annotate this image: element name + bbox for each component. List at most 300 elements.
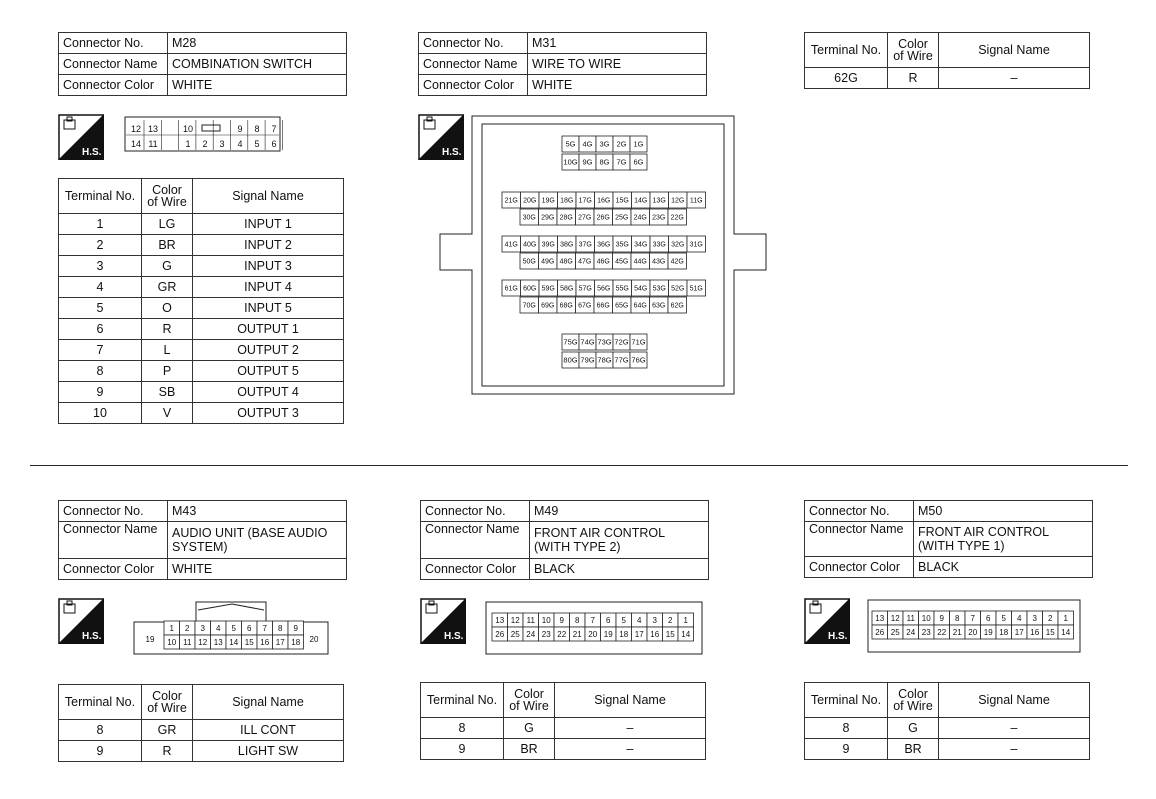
pin-label: 10 — [921, 613, 931, 623]
signal-name-cell: – — [939, 718, 1090, 739]
label-connector-name: Connector Name — [419, 54, 528, 75]
pin-label: 28G — [559, 214, 573, 222]
header-color-of-wire: Color of Wire — [504, 683, 555, 718]
pin-label: 18G — [560, 197, 574, 205]
pin-label: 8 — [278, 623, 283, 633]
signal-name-cell: INPUT 2 — [193, 235, 344, 256]
pin-label: 30G — [522, 214, 536, 222]
pin-label: 13 — [147, 124, 159, 134]
pin-label: 43G — [652, 258, 666, 266]
label-connector-no: Connector No. — [59, 33, 168, 54]
harness-side-icon — [58, 114, 104, 160]
header-signal-name: Signal Name — [193, 685, 344, 720]
header-signal-name: Signal Name — [939, 33, 1090, 68]
table-row — [421, 739, 706, 760]
pin-label: 7G — [616, 157, 627, 167]
connector-name-value: FRONT AIR CONTROL (WITH TYPE 2) — [530, 522, 709, 559]
pin-label: 23G — [652, 214, 666, 222]
header-color-of-wire: Color of Wire — [142, 179, 193, 214]
wire-color-cell: BR — [888, 739, 939, 760]
header-color-of-wire: Color of Wire — [142, 685, 193, 720]
pin-label: 73G — [597, 337, 612, 347]
signal-name-cell: INPUT 1 — [193, 214, 344, 235]
table-row — [805, 739, 1090, 760]
connector-info-m49 — [420, 500, 709, 580]
wire-color-cell: G — [504, 718, 555, 739]
wire-color-cell: GR — [142, 277, 193, 298]
header-signal-name: Signal Name — [555, 683, 706, 718]
signal-name-cell: – — [555, 739, 706, 760]
header-terminal-no: Terminal No. — [59, 179, 142, 214]
label-connector-color: Connector Color — [59, 75, 168, 96]
pin-label: 26 — [495, 629, 505, 639]
pin-label: 7 — [970, 613, 975, 623]
pin-label: 15 — [244, 637, 254, 647]
signal-name-cell: OUTPUT 3 — [193, 403, 344, 424]
header-terminal-no: Terminal No. — [805, 33, 888, 68]
pin-label: 11 — [526, 615, 535, 625]
pin-label: 4 — [1017, 613, 1022, 623]
pin-label: 23 — [921, 627, 931, 637]
pin-label: 20 — [588, 629, 598, 639]
pin-label: 19G — [541, 197, 555, 205]
signal-name-cell: LIGHT SW — [193, 741, 344, 762]
terminal-table-m31 — [804, 32, 1090, 89]
hs-label: H.S. — [82, 631, 102, 642]
terminal-no-cell: 4 — [59, 277, 142, 298]
hs-label: H.S. — [442, 147, 462, 158]
pin-label: 52G — [671, 285, 685, 293]
connector-no-value: M28 — [168, 33, 347, 54]
connector-color-value: WHITE — [528, 75, 707, 96]
pin-label: 24 — [526, 629, 536, 639]
pin-label: 56G — [597, 285, 611, 293]
terminal-no-cell: 9 — [805, 739, 888, 760]
pin-label: 66G — [596, 302, 610, 310]
pin-label: 10 — [182, 124, 194, 134]
terminal-no-cell: 2 — [59, 235, 142, 256]
pin-label: 8 — [955, 613, 960, 623]
pin-label: 19 — [603, 629, 613, 639]
pin-label: 11 — [906, 613, 915, 623]
terminal-no-cell: 10 — [59, 403, 142, 424]
wire-color-cell: SB — [142, 382, 193, 403]
pin-label: 48G — [559, 258, 573, 266]
wire-color-cell: LG — [142, 214, 193, 235]
table-row — [59, 741, 344, 762]
connector-name-value: COMBINATION SWITCH — [168, 54, 347, 75]
signal-name-cell: INPUT 3 — [193, 256, 344, 277]
pin-label: 69G — [541, 302, 555, 310]
wire-color-cell: BR — [142, 235, 193, 256]
pin-label: 2 — [185, 623, 190, 633]
header-color-of-wire: Color of Wire — [888, 683, 939, 718]
pin-label: 5G — [565, 139, 576, 149]
pin-label: 50G — [522, 258, 536, 266]
connector-no-value: M43 — [168, 501, 347, 522]
wire-color-cell: V — [142, 403, 193, 424]
pin-label: 12 — [198, 637, 208, 647]
pin-label: 76G — [631, 355, 646, 365]
pin-label: 5 — [231, 623, 236, 633]
pin-label: 63G — [652, 302, 666, 310]
wire-color-cell: G — [142, 256, 193, 277]
hs-label: H.S. — [444, 631, 464, 642]
pin-label: 14 — [1061, 627, 1071, 637]
pin-label: 26 — [875, 627, 885, 637]
wire-color-cell: O — [142, 298, 193, 319]
connector-no-value: M49 — [530, 501, 709, 522]
harness-side-icon — [804, 598, 850, 644]
pin-label: 1 — [169, 623, 174, 633]
connector-face-m43 — [132, 598, 332, 658]
wire-color-cell: R — [142, 319, 193, 340]
pin-label: 70G — [522, 302, 536, 310]
pin-label: 14 — [681, 629, 691, 639]
signal-name-cell: INPUT 5 — [193, 298, 344, 319]
connector-name-value: WIRE TO WIRE — [528, 54, 707, 75]
pin-label: 71G — [631, 337, 646, 347]
pin-label: 10 — [167, 637, 177, 647]
pin-label: 47G — [578, 258, 592, 266]
pin-label: 11 — [183, 637, 192, 647]
table-row — [59, 361, 344, 382]
connector-info-m43 — [58, 500, 347, 580]
connector-info-m28 — [58, 32, 347, 96]
pin-label: 64G — [633, 302, 647, 310]
pin-label: 17 — [634, 629, 644, 639]
connector-face-m49 — [484, 600, 706, 656]
terminal-table-m43 — [58, 684, 344, 762]
pin-label: 3 — [219, 139, 225, 149]
hs-label: H.S. — [828, 631, 848, 642]
terminal-no-cell: 5 — [59, 298, 142, 319]
connector-info-m50 — [804, 500, 1093, 578]
table-row — [59, 403, 344, 424]
pin-label: 13 — [213, 637, 223, 647]
label-connector-name: Connector Name — [421, 522, 530, 559]
pin-label: 9 — [559, 615, 564, 625]
pin-label: 61G — [504, 285, 518, 293]
harness-side-icon — [420, 598, 466, 644]
connector-no-value: M50 — [914, 501, 1093, 522]
pin-label: 1 — [1063, 613, 1068, 623]
terminal-no-cell: 8 — [59, 361, 142, 382]
terminal-no-cell: 9 — [421, 739, 504, 760]
pin-label: 72G — [614, 337, 629, 347]
label-connector-no: Connector No. — [419, 33, 528, 54]
pin-label: 51G — [689, 285, 703, 293]
signal-name-cell: – — [939, 739, 1090, 760]
connector-color-value: WHITE — [168, 559, 347, 580]
table-row — [59, 235, 344, 256]
signal-name-cell: – — [555, 718, 706, 739]
pin-label: 14 — [130, 139, 142, 149]
pin-label: 17 — [275, 637, 285, 647]
pin-label: 16 — [260, 637, 270, 647]
pin-label: 37G — [578, 241, 592, 249]
pin-label: 9 — [237, 124, 243, 134]
pin-label: 13G — [652, 197, 666, 205]
terminal-no-cell: 3 — [59, 256, 142, 277]
pin-label: 19 — [983, 627, 993, 637]
pin-label: 13 — [495, 615, 505, 625]
terminal-no-cell: 62G — [805, 68, 888, 89]
wire-color-cell: L — [142, 340, 193, 361]
pin-label: 12 — [890, 613, 900, 623]
pin-label: 80G — [563, 355, 578, 365]
connector-face-m28 — [124, 116, 284, 154]
pin-label: 21 — [572, 629, 582, 639]
signal-name-cell: OUTPUT 4 — [193, 382, 344, 403]
pin-label: 75G — [563, 337, 578, 347]
wire-color-cell: G — [888, 718, 939, 739]
table-row — [59, 340, 344, 361]
terminal-table-m28 — [58, 178, 344, 424]
pin-label: 20G — [523, 197, 537, 205]
pin-label: 9G — [582, 157, 593, 167]
pin-label: 14G — [634, 197, 648, 205]
header-signal-name: Signal Name — [939, 683, 1090, 718]
pin-label: 12 — [510, 615, 520, 625]
label-connector-color: Connector Color — [805, 557, 914, 578]
connector-color-value: WHITE — [168, 75, 347, 96]
pin-label: 35G — [615, 241, 629, 249]
pin-label: 3 — [200, 623, 205, 633]
pin-label: 4 — [237, 139, 243, 149]
signal-name-cell: OUTPUT 5 — [193, 361, 344, 382]
pin-label: 5 — [254, 139, 260, 149]
pin-label: 41G — [504, 241, 518, 249]
pin-label: 29G — [541, 214, 555, 222]
wire-color-cell: BR — [504, 739, 555, 760]
connector-name-value: FRONT AIR CONTROL (WITH TYPE 1) — [914, 522, 1093, 557]
table-row — [59, 298, 344, 319]
signal-name-cell: ILL CONT — [193, 720, 344, 741]
pin-label: 7 — [262, 623, 267, 633]
pin-label: 79G — [580, 355, 595, 365]
pin-label: 24G — [633, 214, 647, 222]
pin-label: 77G — [614, 355, 629, 365]
pin-label: 49G — [541, 258, 555, 266]
label-connector-color: Connector Color — [419, 75, 528, 96]
pin-label: 62G — [670, 302, 684, 310]
terminal-no-cell: 7 — [59, 340, 142, 361]
pin-label: 68G — [559, 302, 573, 310]
terminal-table-m50 — [804, 682, 1090, 760]
table-row — [421, 718, 706, 739]
pin-label: 23 — [541, 629, 551, 639]
pin-label: 78G — [597, 355, 612, 365]
pin-label: 8 — [254, 124, 260, 134]
pin-label: 13 — [875, 613, 885, 623]
label-connector-color: Connector Color — [421, 559, 530, 580]
signal-name-cell: – — [939, 68, 1090, 89]
section-divider — [30, 465, 1128, 466]
pin-label: 31G — [689, 241, 703, 249]
pin-label: 21G — [504, 197, 518, 205]
pin-label: 11 — [148, 139, 158, 149]
pin-label: 2G — [616, 139, 627, 149]
pin-label: 12 — [130, 124, 142, 134]
table-row — [59, 214, 344, 235]
terminal-no-cell: 8 — [805, 718, 888, 739]
terminal-no-cell: 8 — [59, 720, 142, 741]
connector-color-value: BLACK — [914, 557, 1093, 578]
pin-label: 22 — [937, 627, 947, 637]
label-connector-no: Connector No. — [421, 501, 530, 522]
pin-label: 67G — [578, 302, 592, 310]
pin-label: 54G — [634, 285, 648, 293]
header-terminal-no: Terminal No. — [59, 685, 142, 720]
pin-label: 10G — [563, 157, 578, 167]
pin-label: 6 — [271, 139, 277, 149]
table-row — [59, 277, 344, 298]
pin-label: 5 — [1001, 613, 1006, 623]
pin-label: 55G — [615, 285, 629, 293]
signal-name-cell: OUTPUT 1 — [193, 319, 344, 340]
wire-color-cell: R — [888, 68, 939, 89]
pin-label: 34G — [634, 241, 648, 249]
pin-label: 22 — [557, 629, 567, 639]
harness-side-icon — [58, 598, 104, 644]
header-signal-name: Signal Name — [193, 179, 344, 214]
table-row — [59, 319, 344, 340]
pin-label: 20 — [968, 627, 978, 637]
pin-label: 27G — [578, 214, 592, 222]
terminal-table-m49 — [420, 682, 706, 760]
header-terminal-no: Terminal No. — [421, 683, 504, 718]
pin-label: 3 — [1032, 613, 1037, 623]
wire-color-cell: P — [142, 361, 193, 382]
pin-label: 25 — [890, 627, 900, 637]
pin-label: 15G — [615, 197, 629, 205]
terminal-no-cell: 6 — [59, 319, 142, 340]
pin-label: 6 — [606, 615, 611, 625]
pin-label: 36G — [597, 241, 611, 249]
pin-label: 2 — [1048, 613, 1053, 623]
table-row — [59, 256, 344, 277]
table-row — [59, 382, 344, 403]
pin-label: 15 — [1045, 627, 1055, 637]
header-terminal-no: Terminal No. — [805, 683, 888, 718]
pin-label: 17 — [1014, 627, 1024, 637]
pin-label: 11G — [689, 197, 703, 205]
table-row — [59, 720, 344, 741]
pin-label: 22G — [670, 214, 684, 222]
pin-label: 65G — [615, 302, 629, 310]
pin-label: 16 — [650, 629, 660, 639]
connector-face-m31 — [436, 114, 772, 396]
pin-label: 26G — [596, 214, 610, 222]
pin-label: 7 — [590, 615, 595, 625]
pin-label: 1 — [185, 139, 191, 149]
signal-name-cell: OUTPUT 2 — [193, 340, 344, 361]
label-connector-name: Connector Name — [59, 54, 168, 75]
connector-color-value: BLACK — [530, 559, 709, 580]
pin-label: 59G — [541, 285, 555, 293]
header-color-of-wire: Color of Wire — [888, 33, 939, 68]
pin-label: 14 — [229, 637, 239, 647]
label-connector-name: Connector Name — [805, 522, 914, 557]
pin-label: 12G — [671, 197, 685, 205]
pin-label: 20 — [309, 635, 319, 644]
pin-label: 10 — [541, 615, 551, 625]
pin-label: 4G — [582, 139, 593, 149]
label-connector-name: Connector Name — [59, 522, 168, 559]
pin-label: 2 — [668, 615, 673, 625]
pin-label: 4 — [216, 623, 221, 633]
pin-label: 5 — [621, 615, 626, 625]
pin-label: 39G — [541, 241, 555, 249]
pin-label: 6 — [986, 613, 991, 623]
pin-label: 42G — [670, 258, 684, 266]
pin-label: 57G — [578, 285, 592, 293]
pin-label: 19 — [145, 635, 155, 644]
wire-color-cell: R — [142, 741, 193, 762]
pin-label: 6 — [247, 623, 252, 633]
pin-label: 3G — [599, 139, 610, 149]
pin-label: 15 — [665, 629, 675, 639]
pin-label: 58G — [560, 285, 574, 293]
terminal-no-cell: 1 — [59, 214, 142, 235]
pin-label: 25G — [615, 214, 629, 222]
wire-color-cell: GR — [142, 720, 193, 741]
pin-label: 16G — [597, 197, 611, 205]
pin-label: 21 — [952, 627, 962, 637]
pin-label: 1G — [633, 139, 644, 149]
connector-name-value: AUDIO UNIT (BASE AUDIO SYSTEM) — [168, 522, 347, 559]
pin-label: 8G — [599, 157, 610, 167]
pin-label: 8 — [575, 615, 580, 625]
pin-label: 9 — [293, 623, 298, 633]
pin-label: 40G — [523, 241, 537, 249]
pin-label: 2 — [202, 139, 208, 149]
pin-label: 18 — [999, 627, 1009, 637]
signal-name-cell: INPUT 4 — [193, 277, 344, 298]
pin-label: 4 — [637, 615, 642, 625]
pin-label: 16 — [1030, 627, 1040, 637]
pin-label: 53G — [652, 285, 666, 293]
pin-label: 60G — [523, 285, 537, 293]
pin-label: 46G — [596, 258, 610, 266]
label-connector-no: Connector No. — [59, 501, 168, 522]
pin-label: 32G — [671, 241, 685, 249]
pin-label: 1 — [683, 615, 688, 625]
terminal-no-cell: 9 — [59, 382, 142, 403]
pin-label: 74G — [580, 337, 595, 347]
pin-label: 45G — [615, 258, 629, 266]
label-connector-no: Connector No. — [805, 501, 914, 522]
pin-label: 25 — [510, 629, 520, 639]
pin-label: 24 — [906, 627, 916, 637]
connector-face-m50 — [866, 598, 1084, 656]
pin-label: 3 — [652, 615, 657, 625]
pin-label: 9 — [939, 613, 944, 623]
pin-label: 17G — [578, 197, 592, 205]
pin-label: 38G — [560, 241, 574, 249]
pin-label: 18 — [291, 637, 301, 647]
pin-label: 7 — [271, 124, 277, 134]
connector-info-m31 — [418, 32, 707, 96]
connector-no-value: M31 — [528, 33, 707, 54]
table-row — [805, 718, 1090, 739]
terminal-no-cell: 8 — [421, 718, 504, 739]
hs-label: H.S. — [82, 147, 102, 158]
table-row — [805, 68, 1090, 89]
pin-label: 6G — [633, 157, 644, 167]
pin-label: 33G — [652, 241, 666, 249]
